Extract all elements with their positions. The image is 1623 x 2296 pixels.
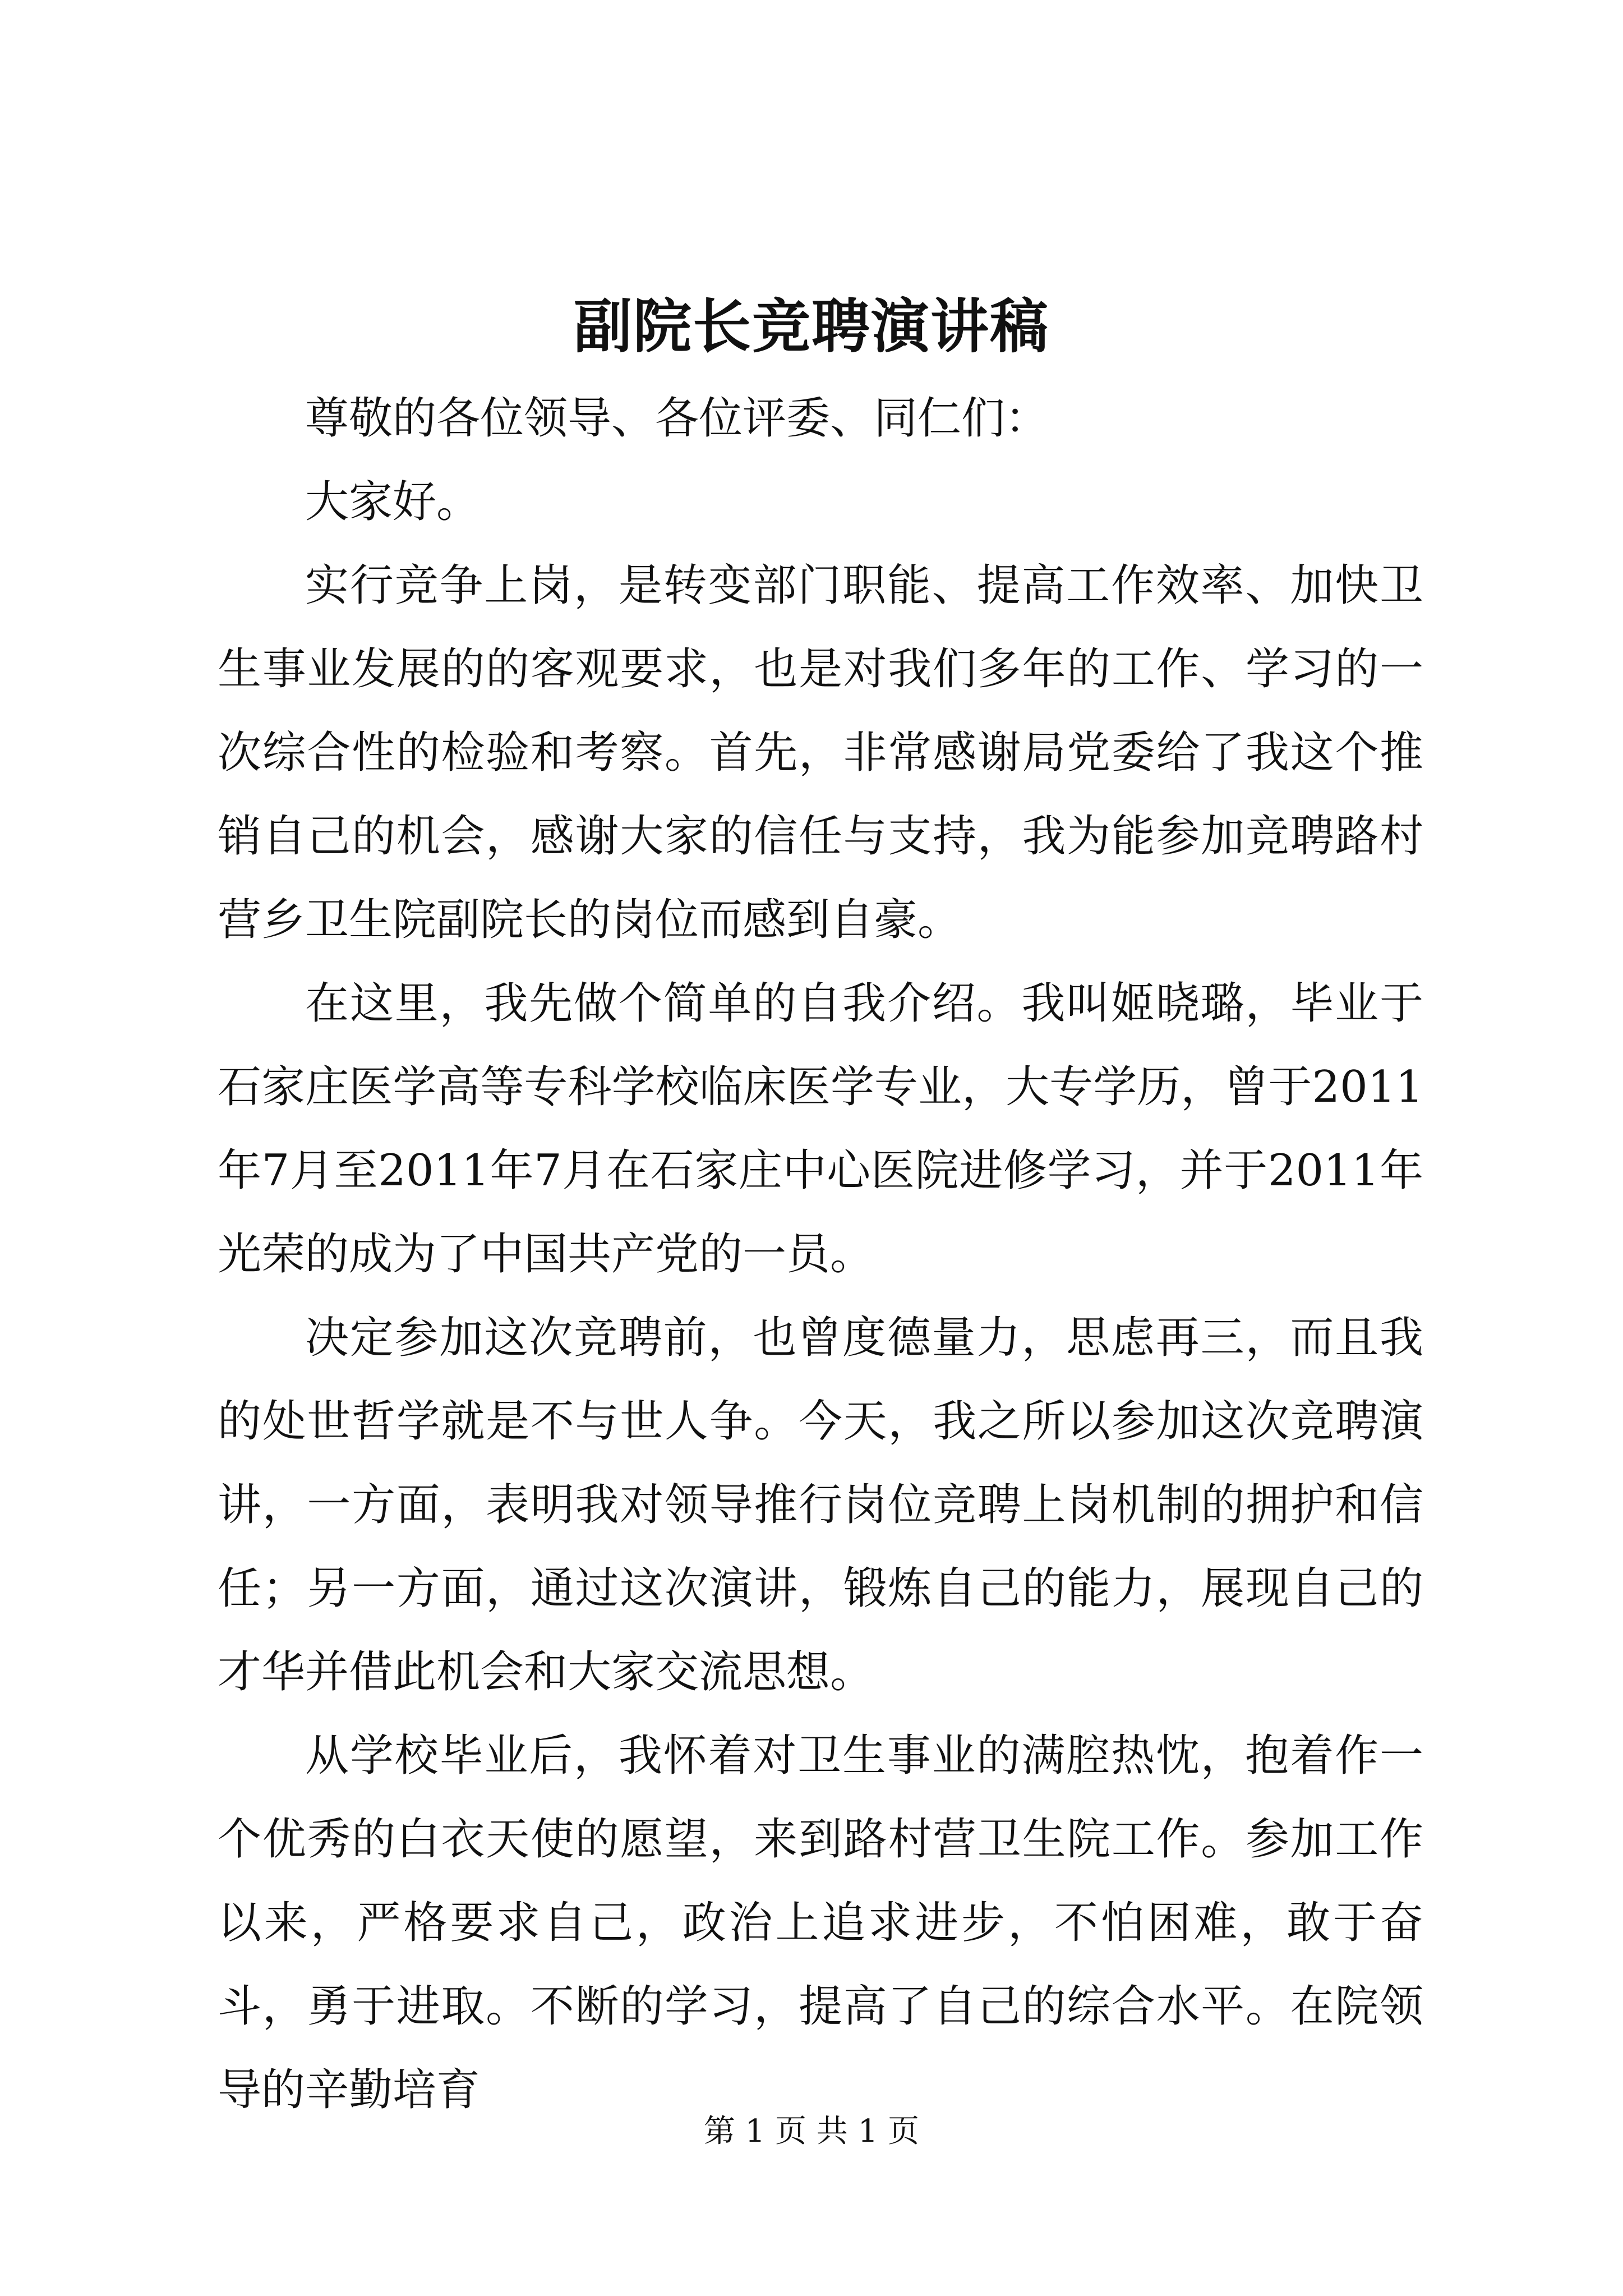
paragraph: 从学校毕业后，我怀着对卫生事业的满腔热忱，抱着作一个优秀的白衣天使的愿望，来到路村营卫生院工作。参加工作以来，严格要求自己，政治上追求进步，不怕困难，敢于奋斗，勇于进取。不断的学习，提高了自己的综合水平。在院领导的辛勤培育 (218, 1731, 1423, 2115)
document-body (218, 377, 1423, 2132)
paragraph: 在这里，我先做个简单的自我介绍。我叫姬晓璐，毕业于石家庄医学高等专科学校临床医学专业，大专学历，曾于2011年7月至2011年7月在石家庄中心医院进修学习，并于2011年光荣的成为了中国共产党的一员。 (218, 978, 1423, 1280)
document-title: 副院长竞聘演讲稿 (573, 292, 1049, 361)
page-footer: 第 1 页 共 1 页 (703, 2113, 920, 2150)
paragraph-salutation: 尊敬的各位领导、各位评委、同仁们： (305, 393, 1049, 444)
paragraph-greeting: 大家好。 (305, 477, 481, 527)
paragraph: 实行竞争上岗，是转变部门职能、提高工作效率、加快卫生事业发展的的客观要求，也是对我们多年的工作、学习的一次综合性的检验和考察。首先，非常感谢局党委给了我这个推销自己的机会，感谢大家的信任与支持，我为能参加竞聘路村营乡卫生院副院长的岗位而感到自豪。 (218, 560, 1423, 945)
paragraph: 决定参加这次竞聘前，也曾度德量力，思虑再三，而且我的处世哲学就是不与世人争。今天，我之所以参加这次竞聘演讲，一方面，表明我对领导推行岗位竞聘上岗机制的拥护和信任；另一方面，通过这次演讲，锻炼自己的能力，展现自己的才华并借此机会和大家交流思想。 (218, 1313, 1423, 1697)
